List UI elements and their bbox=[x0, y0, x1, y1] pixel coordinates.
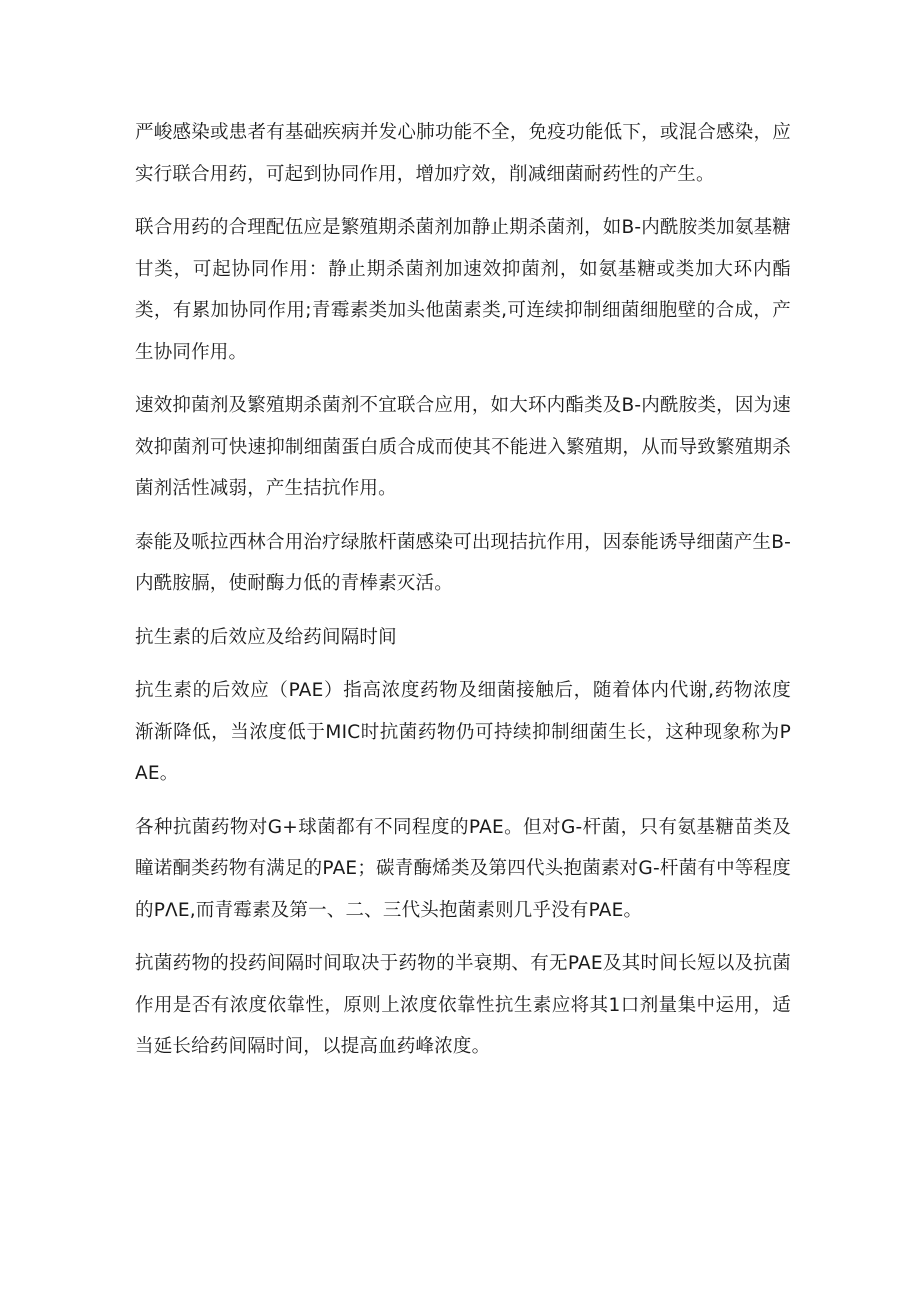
paragraph-dosing-interval: 抗菌药物的投药间隔时间取决于药物的半衰期、有无PAE及其时间长短以及抗菌作用是否有浓度依靠性，原则上浓度依靠性抗生素应将其1口剂量集中运用，适当延长给药间隔时间，以提高血药峰浓度。 bbox=[135, 953, 791, 1057]
paragraph-pae-definition: 抗生素的后效应（PAE）指高浓度药物及细菌接触后，随着体内代谢,药物浓度渐渐降低，当浓度低于MIC时抗菌药物仍可持续抑制细菌生长，这种现象称为PAE。 bbox=[135, 680, 791, 784]
document-body bbox=[135, 112, 791, 1080]
paragraph-combination-therapy-indication: 严峻感染或患者有基础疾病并发心肺功能不全，免疫功能低下，或混合感染，应实行联合用药，可起到协同作用，增加疗效，削减细菌耐药性的产生。 bbox=[135, 122, 791, 185]
paragraph-rational-combination: 联合用药的合理配伍应是繁殖期杀菌剂加静止期杀菌剂，如B-内酰胺类加氨基糖甘类，可起协同作用：静止期杀菌剂加速效抑菌剂，如氨基糖或类加大环内酯类，有累加协同作用;青霉素类加头他菌素类,可连续抑制细菌细胞壁的合成，产生协同作用。 bbox=[135, 217, 791, 363]
paragraph-antagonism-example: 泰能及哌拉西林合用治疗绿脓杆菌感染可出现拮抗作用，因泰能诱导细菌产生B-内酰胺膈，使耐酶力低的青棒素灭活。 bbox=[135, 531, 791, 594]
section-heading-post-antibiotic-effect: 抗生素的后效应及给药间隔时间 bbox=[135, 626, 397, 648]
paragraph-pae-by-drug-class: 各种抗菌药物对G+球菌都有不同程度的PAE。但对G-杆菌，只有氨基糖苗类及瞳诺酮类药物有满足的PAE；碳青酶烯类及第四代头抱菌素对G-杆菌有中等程度的PΛE,而青霉素及第一、二、三代头抱菌素则几乎没有PAE。 bbox=[135, 816, 791, 921]
paragraph-inadvisable-combination: 速效抑菌剂及繁殖期杀菌剂不宜联合应用，如大环内酯类及B-内酰胺类，因为速效抑菌剂可快速抑制细菌蛋白质合成而使其不能进入繁殖期，从而导致繁殖期杀菌剂活性减弱，产生拮抗作用。 bbox=[135, 395, 791, 499]
